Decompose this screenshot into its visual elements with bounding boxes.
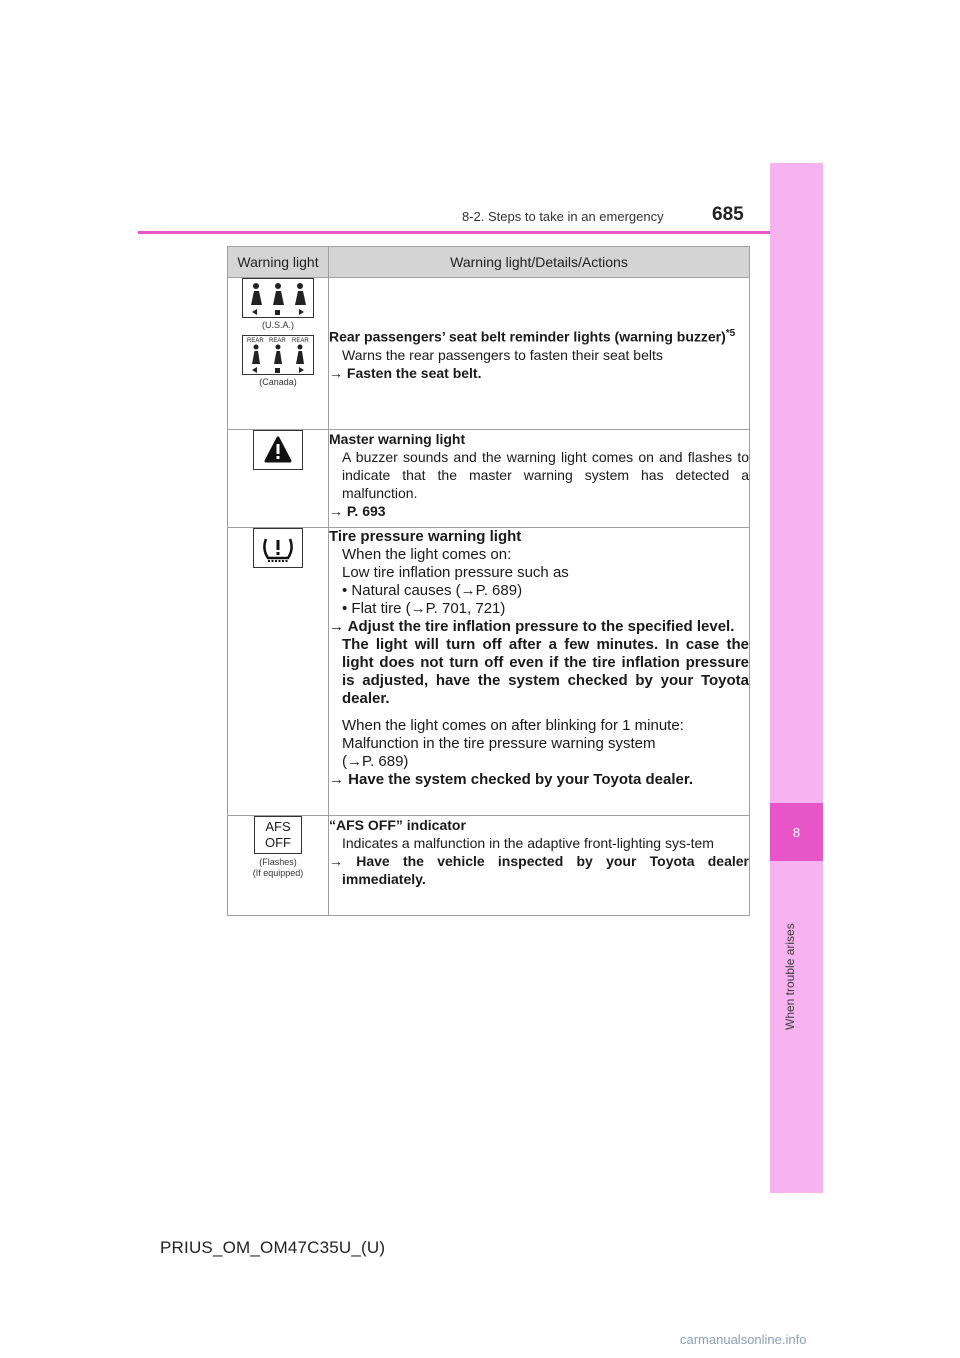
row-title xyxy=(329,325,749,346)
rear-text-3: REAR xyxy=(292,338,309,344)
condition-text: Malfunction in the tire pressure warning system xyxy=(342,735,656,752)
table-row xyxy=(228,528,750,816)
icon-cell xyxy=(228,430,329,528)
icon-label-usa: (U.S.A.) xyxy=(261,320,294,330)
tire-pressure-warning-icon xyxy=(253,528,303,568)
action-text: Adjust the tire inflation pressure to the specified level. xyxy=(347,618,735,635)
master-warning-icon xyxy=(253,430,303,470)
condition-text: When the light comes on after blinking for 1 minute: xyxy=(342,717,684,734)
details-cell xyxy=(329,816,750,916)
details-cell xyxy=(329,278,750,430)
row-action xyxy=(329,502,749,520)
row-title: Tire pressure warning light xyxy=(329,528,522,545)
footnote-mark: *5 xyxy=(725,328,736,340)
arrow-icon: → xyxy=(329,503,343,519)
bullet-item: • Natural causes (→P. 689) xyxy=(342,582,523,599)
rear-text-2: REAR xyxy=(269,338,286,344)
table-row xyxy=(228,816,750,916)
col-header-details: Warning light/Details/Actions xyxy=(329,247,750,278)
arrow-icon: → xyxy=(329,853,343,869)
rear-seatbelt-canada-icon xyxy=(242,335,314,375)
icon-cell xyxy=(228,278,329,430)
row-title-text: Rear passengers’ seat belt reminder lights (warning buzzer) xyxy=(329,328,726,345)
page-reference: (→P. 689) xyxy=(342,753,409,770)
icon-cell xyxy=(228,528,329,816)
action-page-ref[interactable]: P. 693 xyxy=(346,503,386,519)
row-description: Warns the rear passengers to fasten their seat belts xyxy=(342,346,663,363)
icon-cell xyxy=(228,816,329,916)
rear-seatbelt-usa-icon xyxy=(242,278,314,318)
table-row xyxy=(228,430,750,528)
condition-text: When the light comes on: xyxy=(342,546,512,563)
afs-off-icon xyxy=(254,816,302,854)
arrow-icon: → xyxy=(329,364,343,381)
off-icon-text: OFF xyxy=(265,835,291,850)
action-text: Have the system checked by your Toyota dealer. xyxy=(348,771,694,788)
chapter-title: When trouble arises xyxy=(783,923,797,1030)
row-action xyxy=(329,364,749,382)
icon-label-if-equipped: (If equipped) xyxy=(252,868,304,878)
row-description: A buzzer sounds and the warning light comes on and flashes to indicate that the master warning system has detected a malfunction. xyxy=(342,449,749,501)
row-action xyxy=(329,771,749,789)
warning-light-table xyxy=(227,246,750,916)
details-cell xyxy=(329,430,750,528)
chapter-side-tab xyxy=(770,163,823,1193)
details-cell xyxy=(329,528,750,816)
table-header-row xyxy=(228,247,750,278)
arrow-icon: → xyxy=(329,771,344,788)
row-description: Indicates a malfunction in the adaptive front-lighting sys-tem xyxy=(342,835,714,851)
action-text: Fasten the seat belt. xyxy=(346,364,482,381)
row-title: “AFS OFF” indicator xyxy=(329,817,466,833)
table-row xyxy=(228,278,750,430)
header-divider xyxy=(138,231,823,234)
afs-icon-text: AFS xyxy=(265,819,291,834)
action-note: The light will turn off after a few minutes. In case the light does not turn off even if the tire inflation pressure is adjusted, have the system checked by your Toyota dealer. xyxy=(342,636,749,707)
watermark: carmanualsonline.info xyxy=(680,1332,807,1347)
bullet-item: • Flat tire (→P. 701, 721) xyxy=(342,600,506,617)
chapter-number: 8 xyxy=(770,803,823,861)
action-text: Have the vehicle inspected by your Toyota dealer immediately. xyxy=(342,853,749,887)
page-number: 685 xyxy=(712,204,744,225)
rear-text-1: REAR xyxy=(247,338,264,344)
icon-label-canada: (Canada) xyxy=(259,377,297,387)
col-header-warning-light: Warning light xyxy=(228,247,329,278)
row-title: Master warning light xyxy=(329,431,466,447)
section-title: 8-2. Steps to take in an emergency xyxy=(462,209,664,224)
icon-label-flashes: (Flashes) xyxy=(259,857,297,867)
document-id: PRIUS_OM_OM47C35U_(U) xyxy=(160,1238,386,1257)
row-action xyxy=(329,618,749,636)
condition-text: Low tire inflation pressure such as xyxy=(342,564,569,581)
arrow-icon: → xyxy=(329,618,344,635)
row-action xyxy=(329,852,749,888)
